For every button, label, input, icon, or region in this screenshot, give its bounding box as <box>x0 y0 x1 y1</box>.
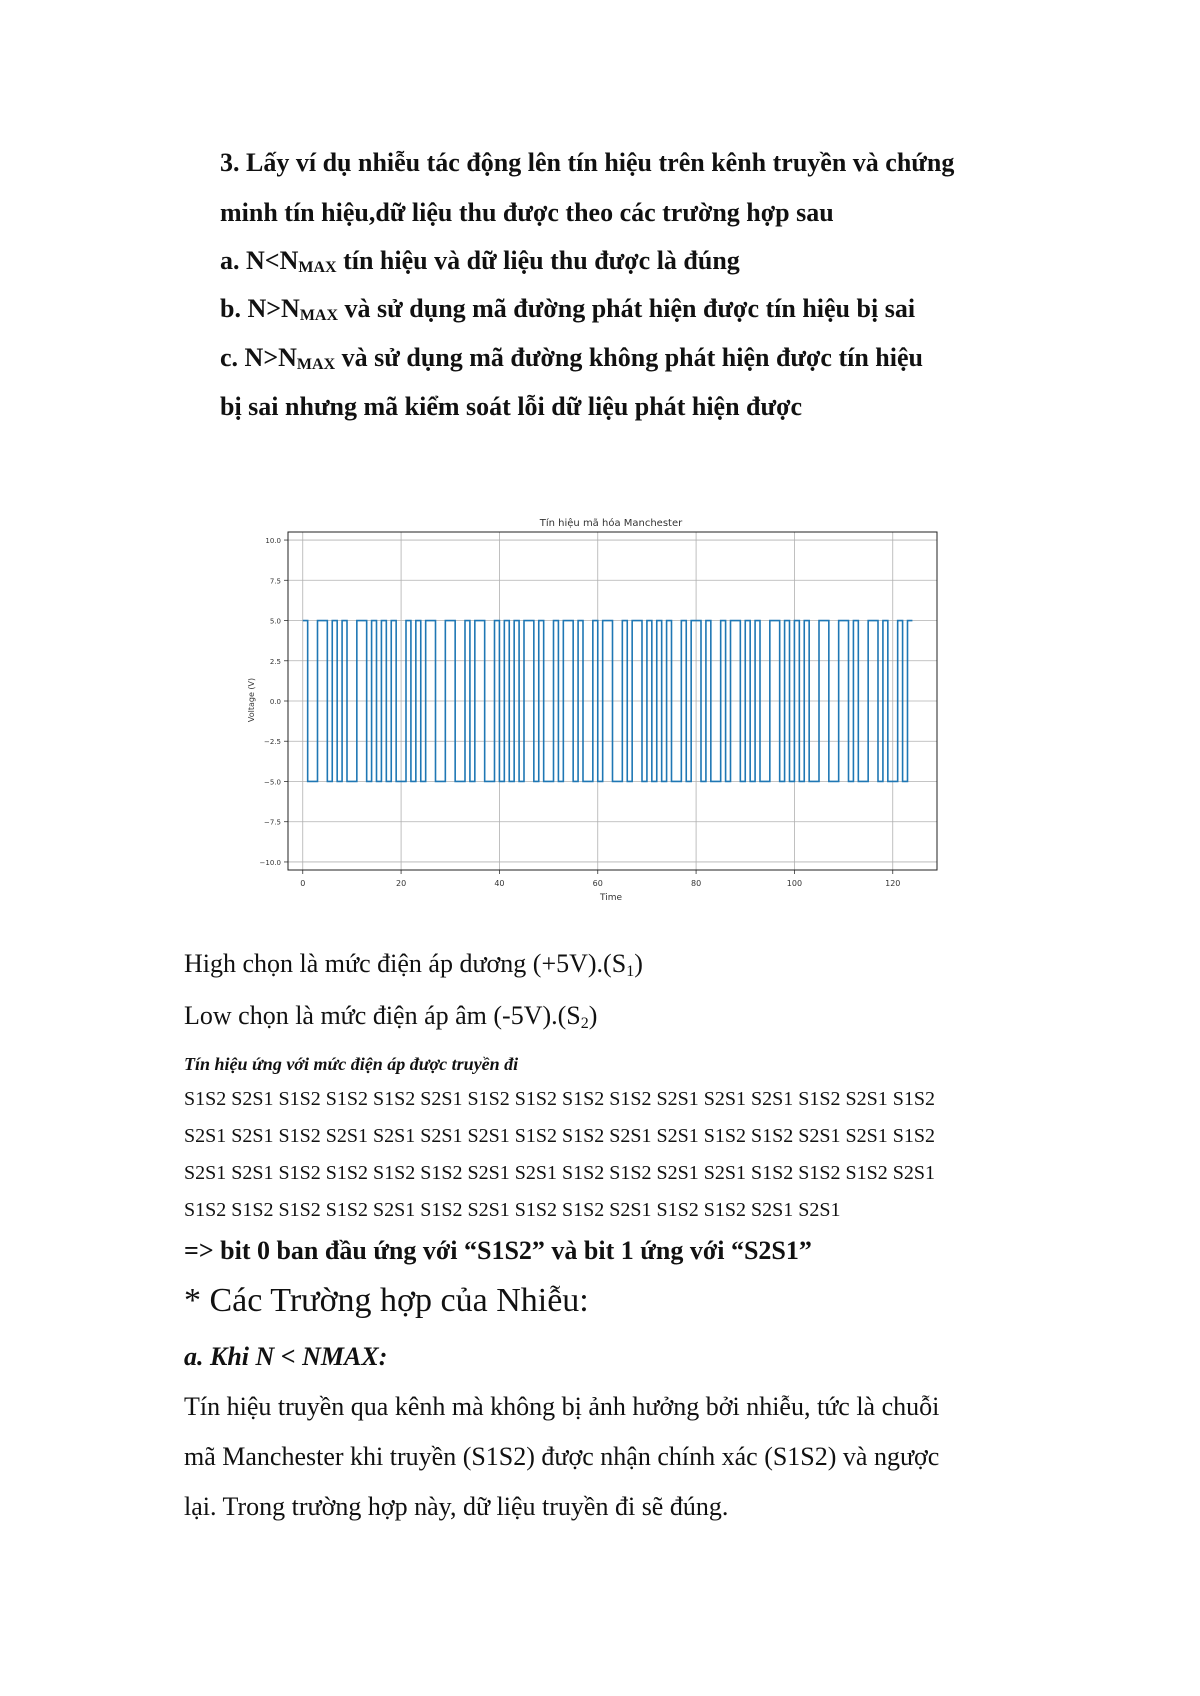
y-tick-label: −5.0 <box>264 778 281 787</box>
manchester-signal-chart <box>240 510 960 905</box>
case-a-line-3: lại. Trong trường hợp này, dữ liệu truyền đi sẽ đúng. <box>184 1492 729 1521</box>
sequence-row-1: S1S2 S2S1 S1S2 S1S2 S1S2 S2S1 S1S2 S1S2 S1S2 S1S2 S2S1 S2S1 S2S1 S1S2 S2S1 S1S2 <box>184 1088 935 1110</box>
sequence-row-4: S1S2 S1S2 S1S2 S1S2 S2S1 S1S2 S2S1 S1S2 S1S2 S2S1 S1S2 S1S2 S2S1 S2S1 <box>184 1199 841 1221</box>
y-tick-label: 2.5 <box>269 657 281 666</box>
case-a-line-2: mã Manchester khi truyền (S1S2) được nhận chính xác (S1S2) và ngược <box>184 1442 940 1471</box>
chart-title: Tín hiệu mã hóa Manchester <box>539 518 683 529</box>
x-tick-label: 0 <box>300 879 306 888</box>
chart-x-axis-label: Time <box>599 893 623 903</box>
x-tick-label: 120 <box>885 879 901 888</box>
y-tick-label: 7.5 <box>269 577 281 586</box>
x-tick-label: 20 <box>395 879 407 888</box>
x-tick-label: 80 <box>690 879 702 888</box>
case-b-statement: b. $N>N_{MAX}$ và sử dụng mã đường phát hiện được tín hiệu bị sai <box>220 294 916 324</box>
case-a-body <box>184 1382 1084 1532</box>
high-level-text: High chọn là mức điện áp dương $(+5V).(S_1)$ <box>184 949 643 980</box>
case-c-statement-cont: bị sai nhưng mã kiểm soát lỗi dữ liệu phát hiện được <box>220 392 803 421</box>
low-level-text: Low chọn là mức điện áp âm $(-5V).(S_2)$ <box>184 1001 598 1032</box>
chart-y-axis-label: Voltage (V) <box>247 677 256 723</box>
x-tick-label: 60 <box>592 879 603 888</box>
noise-cases-heading: * Các Trường hợp của Nhiễu: <box>184 1282 589 1319</box>
y-tick-label: 10.0 <box>265 537 281 546</box>
sequence-caption: Tín hiệu ứng với mức điện áp được truyền đi <box>184 1054 519 1074</box>
y-tick-label: 0.0 <box>269 698 281 706</box>
y-tick-label: −2.5 <box>264 738 281 747</box>
bit-mapping-conclusion: => bit 0 ban đầu ứng với “S1S2” và bit 1 ứng với “S2S1” <box>184 1236 812 1265</box>
y-tick-label: 5.0 <box>269 617 281 626</box>
question-line-2: minh tín hiệu,dữ liệu thu được theo các trường hợp sau <box>220 198 834 227</box>
case-a-line-1: Tín hiệu truyền qua kênh mà không bị ảnh hưởng bởi nhiễu, tức là chuỗi <box>184 1392 940 1421</box>
case-a-statement: a. $N<N_{MAX}$ tín hiệu và dữ liệu thu được là đúng <box>220 246 740 276</box>
x-tick-label: 100 <box>786 879 803 888</box>
question-line-1: 3. Lấy ví dụ nhiễu tác động lên tín hiệu trên kênh truyền và chứng <box>220 148 955 177</box>
case-c-statement: c. $N>N_{MAX}$ và sử dụng mã đường không phát hiện được tín hiệu <box>220 343 923 373</box>
y-tick-label: −7.5 <box>264 818 281 827</box>
sequence-row-3: S2S1 S2S1 S1S2 S1S2 S1S2 S1S2 S2S1 S2S1 S1S2 S1S2 S2S1 S2S1 S1S2 S1S2 S1S2 S2S1 <box>184 1162 935 1184</box>
sequence-row-2: S2S1 S2S1 S1S2 S2S1 S2S1 S2S1 S2S1 S1S2 S1S2 S2S1 S2S1 S1S2 S1S2 S2S1 S2S1 S1S2 <box>184 1125 935 1147</box>
case-a-heading: a. Khi N < NMAX: <box>184 1342 388 1371</box>
y-tick-label: −10.0 <box>259 858 281 867</box>
x-tick-label: 40 <box>494 879 505 888</box>
